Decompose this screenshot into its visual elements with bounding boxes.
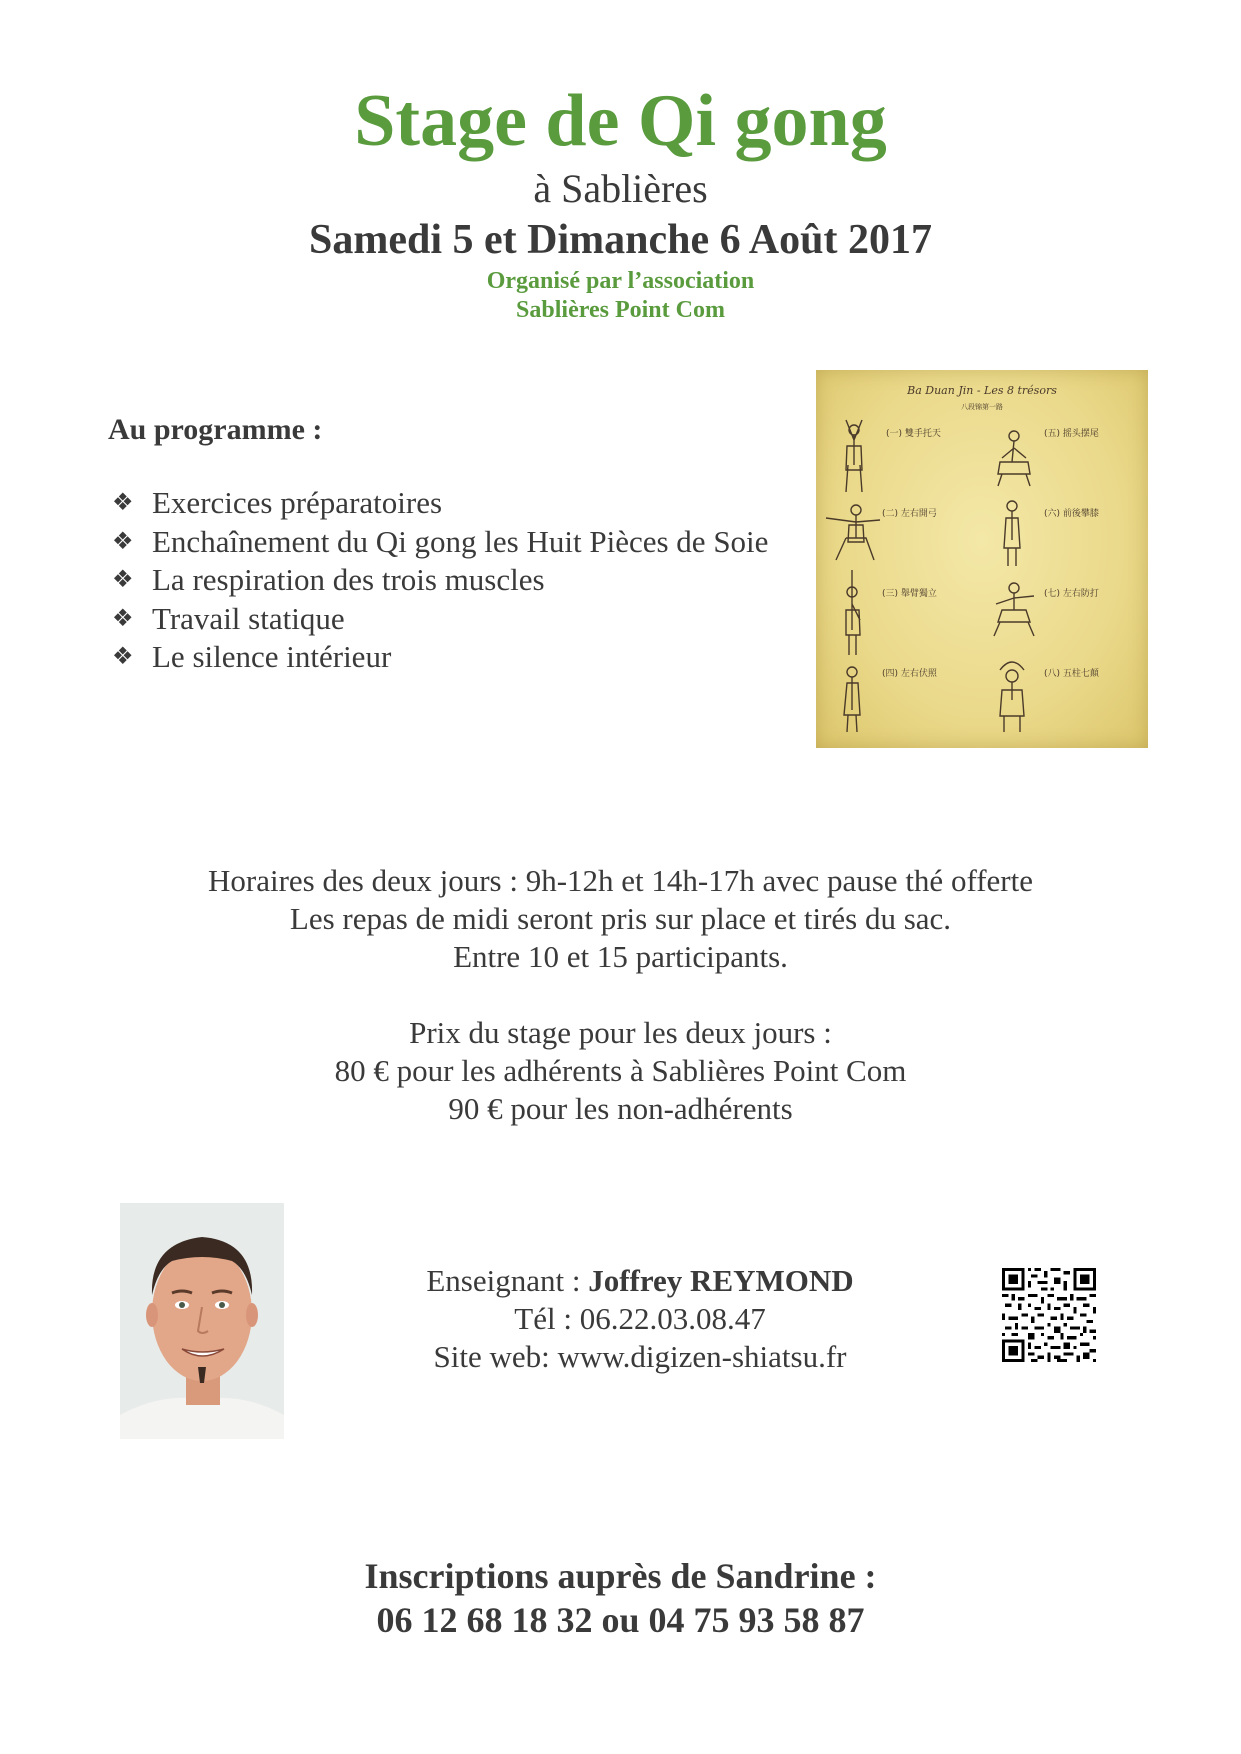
- teacher-website[interactable]: Site web: www.digizen-shiatsu.fr: [433, 1339, 847, 1374]
- program-heading: Au programme :: [108, 413, 323, 446]
- diamond-bullet-icon: ❖: [112, 644, 134, 670]
- figure-7-icon: [994, 583, 1034, 636]
- diamond-bullet-icon: ❖: [112, 605, 134, 632]
- list-item: ❖ La respiration des trois muscles: [112, 561, 772, 600]
- figure-1-icon: [846, 420, 862, 492]
- teacher-line: Enseignant : Joffrey REYMOND: [426, 1263, 854, 1298]
- figure-label: (一) 雙手托天: [886, 429, 941, 439]
- organizer-line-1: Organisé par l’association: [486, 268, 755, 294]
- schedule-line-2: Les repas de midi seront pris sur place et tirés du sac.: [289, 901, 952, 936]
- ba-duan-jin-figures: [816, 370, 1148, 748]
- schedule-line-1: Horaires des deux jours : 9h-12h et 14h-17h avec pause thé offerte: [208, 863, 1033, 898]
- teacher-name: Joffrey REYMOND: [588, 1263, 854, 1298]
- price-line-1: Prix du stage pour les deux jours :: [409, 1015, 832, 1050]
- registration-phones: 06 12 68 18 32 ou 04 75 93 58 87: [376, 1600, 865, 1640]
- figure-label: (四) 左右伏照: [882, 669, 937, 679]
- price-line-2: 80 € pour les adhérents à Sablières Point Com: [334, 1053, 907, 1088]
- program-list: [112, 484, 772, 677]
- diamond-bullet-icon: ❖: [112, 490, 134, 516]
- ba-duan-jin-illustration: [816, 370, 1148, 748]
- figure-label: (八) 五柱七顛: [1044, 669, 1099, 679]
- event-dates: Samedi 5 et Dimanche 6 Août 2017: [309, 217, 932, 263]
- list-item: ❖ Travail statique: [112, 600, 772, 639]
- qr-code-icon[interactable]: [1002, 1268, 1096, 1362]
- organizer-line-2: Sablières Point Com: [516, 297, 725, 323]
- diamond-bullet-icon: ❖: [112, 567, 134, 593]
- list-item: ❖ Exercices préparatoires: [112, 484, 772, 523]
- list-item: ❖ Le silence intérieur: [112, 638, 772, 677]
- registration-heading: Inscriptions auprès de Sandrine :: [364, 1556, 877, 1596]
- figure-4-icon: [844, 667, 860, 732]
- diamond-bullet-icon: ❖: [112, 528, 134, 555]
- teacher-phone: Tél : 06.22.03.08.47: [514, 1301, 766, 1336]
- illustration-caption: Ba Duan Jin - Les 8 trésors: [907, 384, 1057, 397]
- figure-label: (二) 左右開弓: [882, 509, 937, 519]
- figure-label: (五) 摇头摆尾: [1044, 429, 1099, 439]
- figure-3-icon: [846, 570, 860, 655]
- teacher-photo: [120, 1203, 284, 1439]
- illustration-subcaption: 八段锦第一路: [961, 403, 1003, 411]
- figure-5-icon: [998, 431, 1030, 486]
- figure-8-icon: [1000, 662, 1024, 732]
- schedule-line-3: Entre 10 et 15 participants.: [453, 939, 788, 974]
- figure-label: (三) 舉臂獨立: [882, 589, 937, 599]
- page-title: Stage de Qi gong: [354, 80, 887, 162]
- location-subtitle: à Sablières: [533, 166, 708, 211]
- figure-label: (七) 左右防打: [1044, 589, 1099, 599]
- figure-6-icon: [1004, 501, 1020, 566]
- figure-2-icon: [826, 505, 880, 560]
- list-item: ❖ Enchaînement du Qi gong les Huit Pièces de Soie: [112, 523, 772, 562]
- figure-label: (六) 前後攀膝: [1044, 509, 1099, 519]
- price-line-3: 90 € pour les non-adhérents: [448, 1091, 793, 1126]
